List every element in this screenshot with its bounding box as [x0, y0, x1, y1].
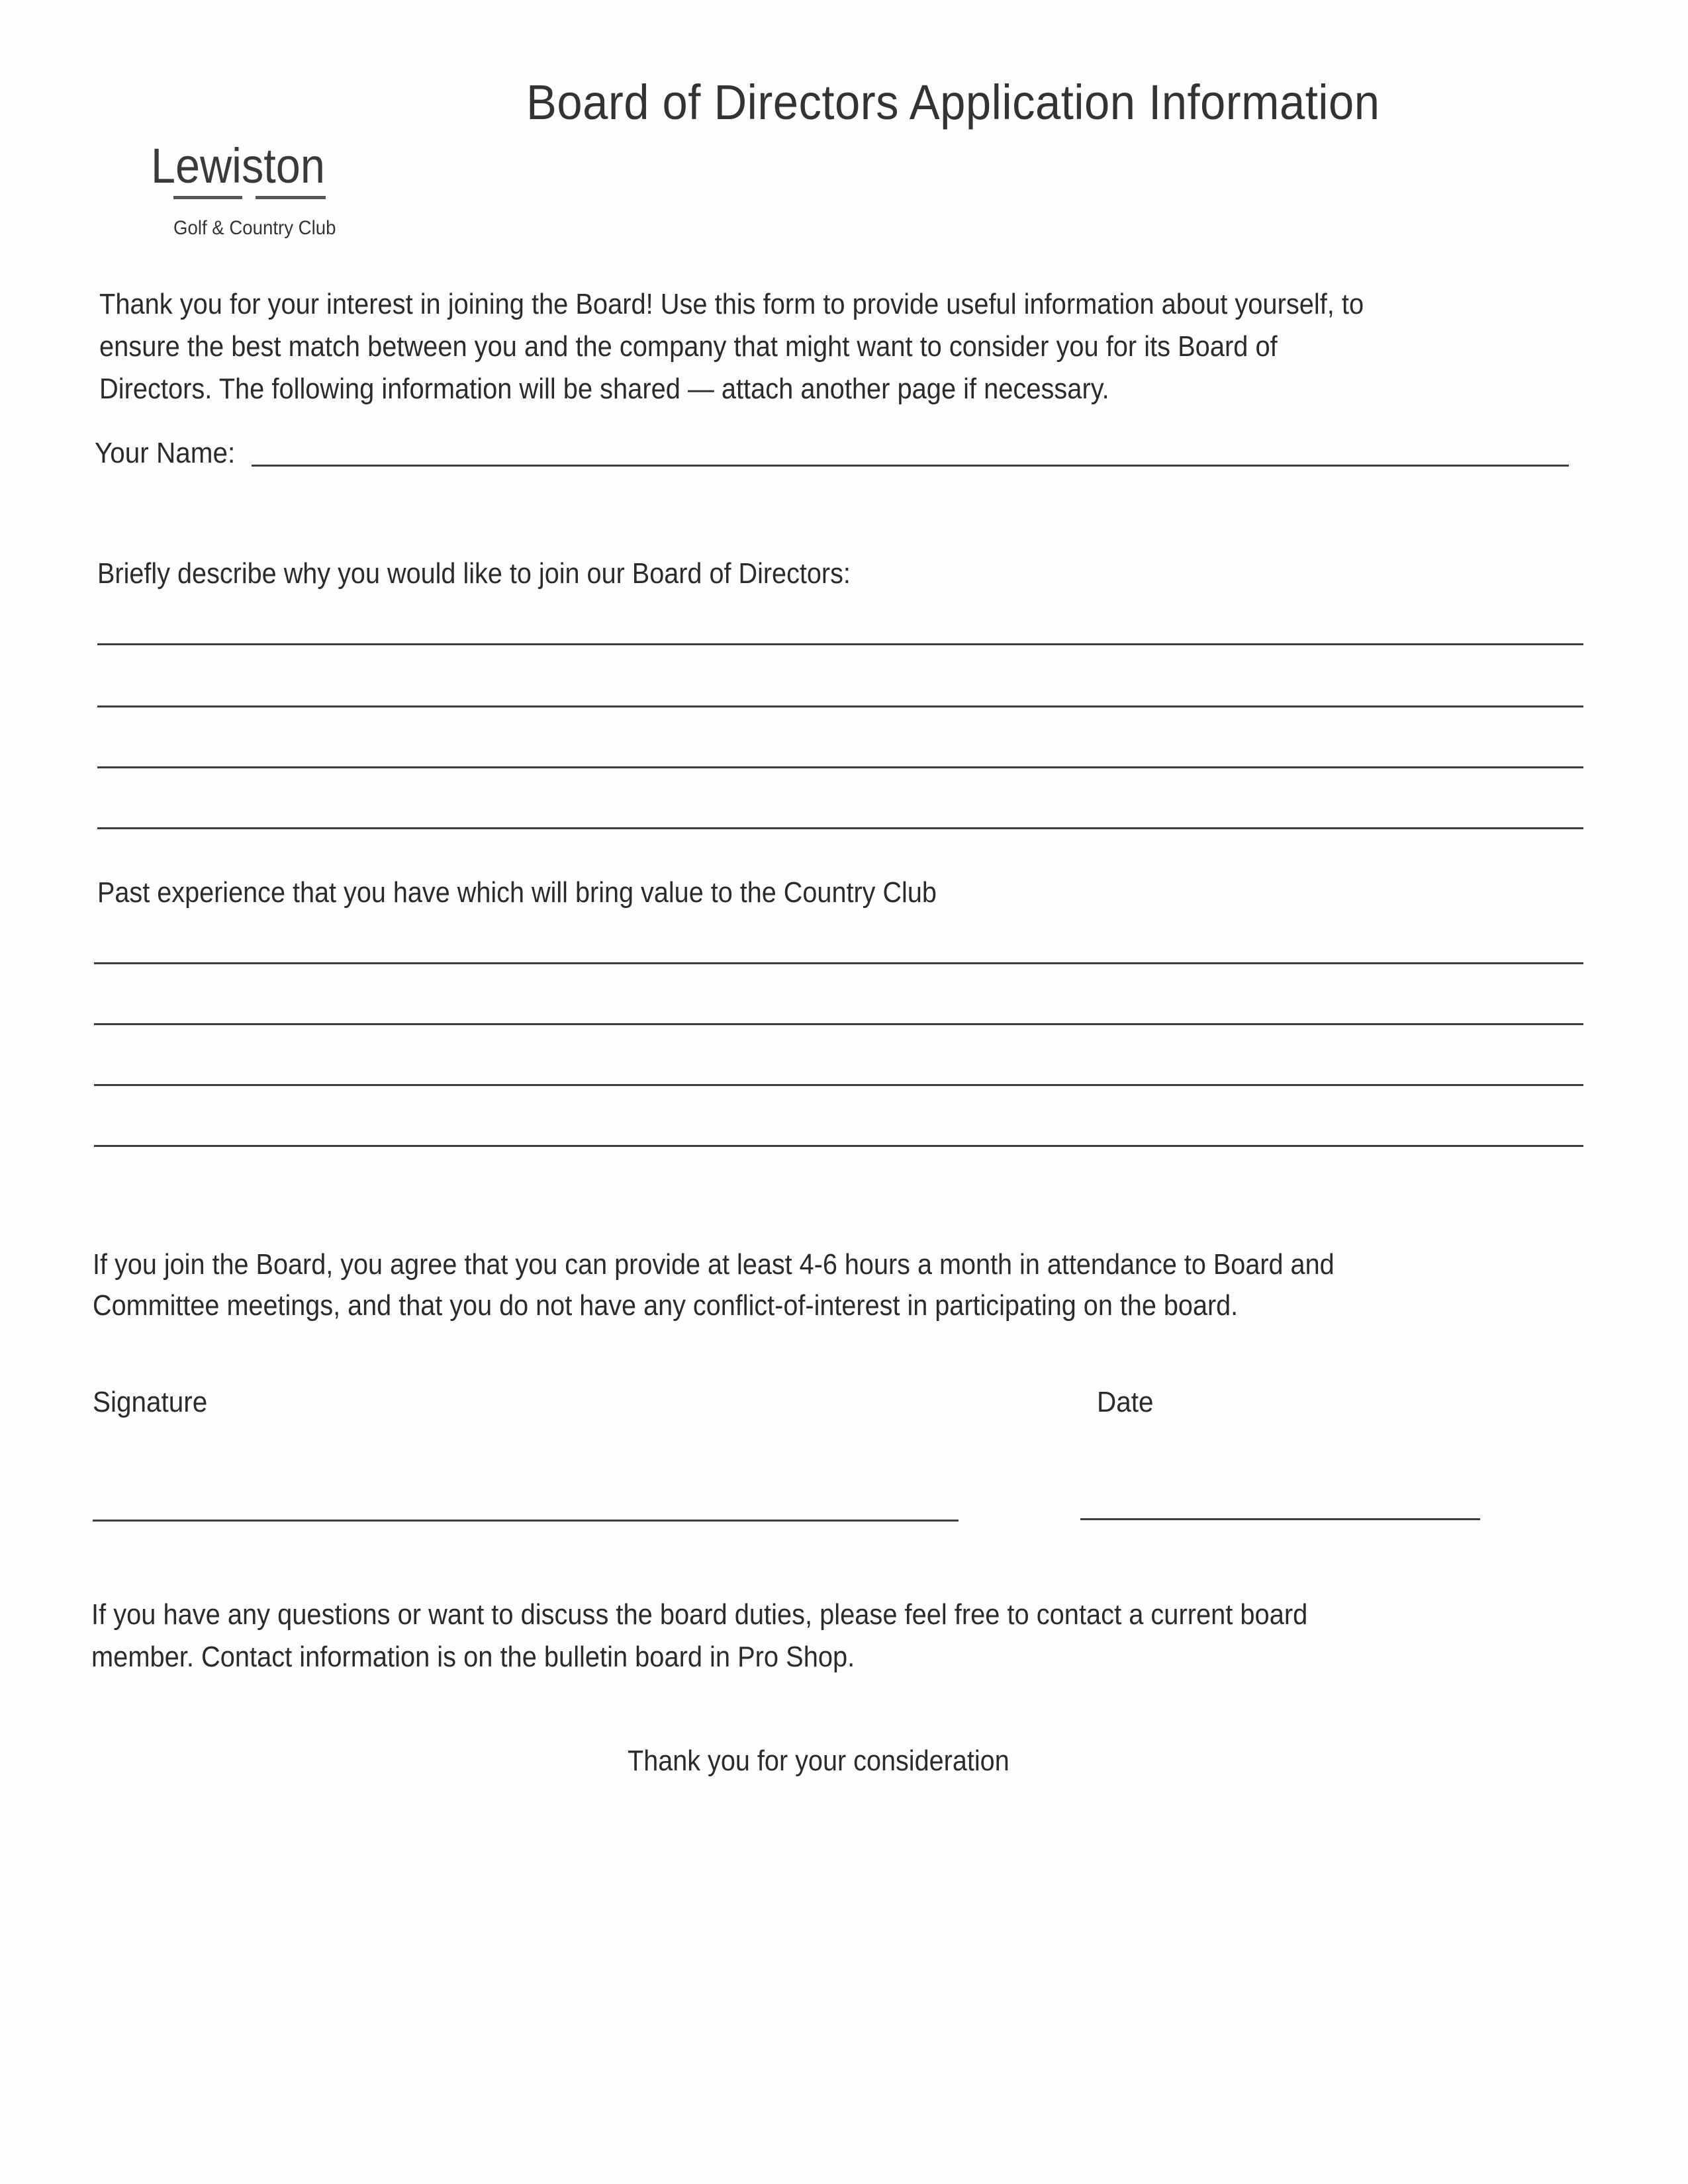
why-join-line-4 [97, 827, 1583, 829]
date-label: Date [1097, 1386, 1154, 1418]
signature-label: Signature [93, 1386, 208, 1418]
experience-label: Past experience that you have which will bring value to the Country Club [97, 876, 937, 909]
why-join-label: Briefly describe why you would like to join our Board of Directors: [97, 557, 851, 590]
club-logo-subtitle: Golf & Country Club [173, 217, 336, 239]
date-field[interactable] [1083, 1480, 1479, 1517]
why-join-line-3 [97, 766, 1583, 768]
why-join-line-2 [97, 705, 1583, 707]
logo-underline-left [173, 196, 242, 199]
why-join-field-1[interactable] [99, 606, 1582, 643]
why-join-field-4[interactable] [99, 790, 1582, 827]
agreement-paragraph [93, 1244, 1570, 1326]
intro-line: Directors. The following information will be shared — attach another page if necessary. [99, 373, 1109, 405]
date-line [1080, 1518, 1480, 1520]
experience-line-2 [94, 1023, 1583, 1025]
experience-line-3 [94, 1084, 1583, 1086]
contact-line: If you have any questions or want to discuss the board duties, please feel free to contact a current board [91, 1598, 1308, 1631]
why-join-field-2[interactable] [99, 668, 1582, 705]
agreement-line: Committee meetings, and that you do not have any conflict-of-interest in participating on the board. [93, 1289, 1239, 1322]
closing-text: Thank you for your consideration [628, 1745, 1009, 1777]
experience-line-4 [94, 1145, 1583, 1147]
intro-paragraph [99, 283, 1585, 410]
intro-line: ensure the best match between you and the company that might want to consider you for its Board of [99, 330, 1278, 363]
why-join-field-3[interactable] [99, 729, 1582, 766]
contact-paragraph [91, 1594, 1577, 1678]
page-title: Board of Directors Application Information [526, 75, 1380, 130]
intro-line: Thank you for your interest in joining the Board! Use this form to provide useful information about yourself, to [99, 288, 1364, 320]
experience-field-2[interactable] [96, 986, 1582, 1023]
signature-field[interactable] [96, 1481, 957, 1518]
contact-line: member. Contact information is on the bulletin board in Pro Shop. [91, 1641, 855, 1673]
club-logo-name: Lewiston [151, 138, 325, 193]
name-field[interactable] [258, 429, 1562, 466]
logo-underline-right [256, 196, 326, 199]
experience-field-1[interactable] [96, 925, 1582, 962]
experience-field-4[interactable] [96, 1108, 1582, 1145]
agreement-line: If you join the Board, you agree that you can provide at least 4-6 hours a month in attendance to Board and [93, 1248, 1335, 1281]
why-join-line-1 [97, 643, 1583, 645]
experience-line-1 [94, 962, 1583, 964]
name-label: Your Name: [95, 437, 236, 469]
experience-field-3[interactable] [96, 1047, 1582, 1084]
signature-line [93, 1520, 959, 1522]
